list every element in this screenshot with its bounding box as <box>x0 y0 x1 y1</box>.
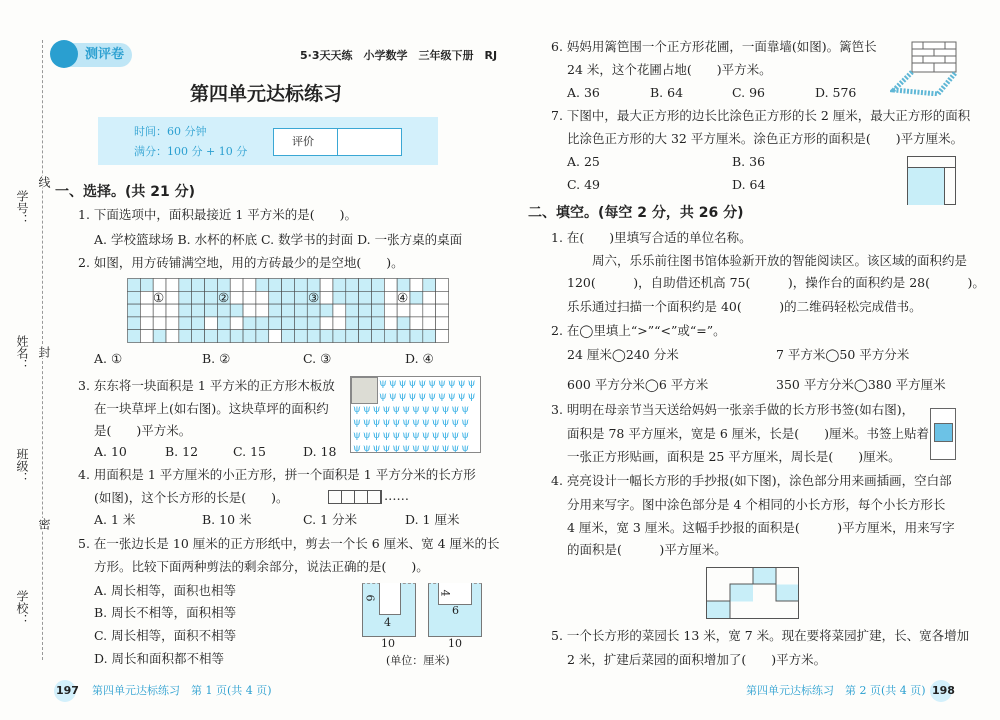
grid-cell <box>153 330 166 343</box>
grid-cell <box>423 317 436 330</box>
q7-option: D. 64 <box>732 177 766 192</box>
nested-squares-figure <box>907 156 956 205</box>
q5-option: A. 周长相等，面积也相等 <box>94 583 236 598</box>
grid-cell <box>436 317 449 330</box>
grid-cell <box>333 317 346 330</box>
badge-label: 测评卷 <box>85 47 125 62</box>
grid-cell <box>269 317 282 330</box>
grid-cell <box>153 304 166 317</box>
fence-wall-figure <box>890 40 958 96</box>
fig1-label: 4 <box>384 616 391 629</box>
grid-cell <box>128 317 141 330</box>
grid-cell <box>205 279 218 292</box>
grid-cell <box>294 291 307 304</box>
grid-cell <box>294 279 307 292</box>
school-label: 学校： <box>15 590 29 626</box>
time-info: 时间：60 分钟 <box>134 125 207 138</box>
grid-cell <box>230 317 243 330</box>
grid-cell <box>269 291 282 304</box>
grid-cell <box>371 317 384 330</box>
grid-cell <box>346 304 359 317</box>
grid-cell <box>256 279 269 292</box>
q2-text: 2. 如图，用方砖铺满空地，用的方砖最少的是空地( )。 <box>78 255 404 270</box>
grid-cell <box>140 291 153 304</box>
small-squares-figure <box>328 490 382 504</box>
q2-option: B. ② <box>202 351 231 366</box>
fig1-label: 6 <box>363 594 377 602</box>
score-info: 满分：100 分 + 10 分 <box>134 145 248 158</box>
q2-option: A. ① <box>94 351 123 366</box>
grid-cell <box>179 317 192 330</box>
q5-option: B. 周长不相等，面积相等 <box>94 605 237 620</box>
grid-cell <box>166 279 179 292</box>
page-number: 197 <box>56 684 79 697</box>
grid-cell <box>128 291 141 304</box>
grid-cell <box>192 317 205 330</box>
grid-cell <box>371 279 384 292</box>
cut-mark: 密 <box>37 518 51 530</box>
grid-cell <box>128 279 141 292</box>
q4-option: C. 1 分米 <box>303 512 357 527</box>
q3-line: 是( )平方米。 <box>94 423 192 438</box>
grid-cell <box>384 291 397 304</box>
section-choice: 一、选择。(共 21 分) <box>55 184 196 200</box>
fig2-label: 4 <box>438 589 452 597</box>
grid-cell <box>359 291 372 304</box>
grid-cell <box>243 279 256 292</box>
grid-cell <box>410 317 423 330</box>
eval-divider <box>337 128 338 156</box>
grid-cell <box>256 291 269 304</box>
grid-cell <box>346 291 359 304</box>
grid-cell <box>217 304 230 317</box>
grid-cell <box>307 330 320 343</box>
q4-option: A. 1 米 <box>94 512 136 527</box>
grid-cell <box>243 317 256 330</box>
page-title: 第四单元达标练习 <box>190 83 343 105</box>
grid-cell <box>423 291 436 304</box>
f1-line: 1. 在( )里填写合适的单位名称。 <box>551 230 752 245</box>
grid-cell <box>436 279 449 292</box>
q4-line: (如图)，这个长方形的长是( )。 <box>94 490 289 505</box>
grid-cell <box>192 330 205 343</box>
grid-cell <box>320 317 333 330</box>
f4-line: 4. 亮亮设计一幅长方形的手抄报(如下图)，涂色部分用来画插画，空白部 <box>551 473 952 488</box>
fig2-label: 6 <box>452 604 459 617</box>
grid-cell <box>397 304 410 317</box>
grid-cell <box>256 317 269 330</box>
grid-cell <box>217 317 230 330</box>
grid-cell <box>140 304 153 317</box>
grid-cell <box>205 317 218 330</box>
grid-cell <box>436 291 449 304</box>
f1-line: 120( )，自助借还机高 75( )，操作台的面积约是 28( )。 <box>567 275 985 290</box>
grid-cell <box>243 330 256 343</box>
grid-cell <box>192 291 205 304</box>
grid-cell <box>423 330 436 343</box>
q5-line: 5. 在一张边长是 10 厘米的正方形纸中，剪去一个长 6 厘米、宽 4 厘米的长 <box>78 536 500 551</box>
q4-dots: …… <box>384 488 409 503</box>
grid-cell <box>166 330 179 343</box>
q3-option: D. 18 <box>303 444 337 459</box>
unit-label: (单位：厘米) <box>386 654 450 667</box>
f4-line: 的面积是( )平方厘米。 <box>567 542 727 557</box>
q7-option: B. 36 <box>732 154 766 169</box>
grid-cell <box>410 291 423 304</box>
q6-option: B. 64 <box>650 85 684 100</box>
compare-item: 24 厘米◯240 分米 <box>567 347 679 362</box>
grid-cell <box>128 330 141 343</box>
grid-cell <box>192 304 205 317</box>
grid-cell <box>359 317 372 330</box>
q6-option: C. 96 <box>732 85 765 100</box>
grid-cell <box>294 304 307 317</box>
grid-cell <box>320 291 333 304</box>
f3-line: 3. 明明在母亲节当天送给妈妈一张亲手做的长方形书签(如右图)， <box>551 402 915 417</box>
grid-cell <box>346 317 359 330</box>
grid-cell <box>179 279 192 292</box>
student-id-label: 学号： <box>15 190 29 226</box>
q6-line: 24 米，这个花圃占地( )平方米。 <box>567 62 772 77</box>
grid-cell <box>397 317 410 330</box>
q1-options: A. 学校篮球场 B. 水杯的杯底 C. 数学书的封面 D. 一张方桌的桌面 <box>94 232 463 247</box>
grid-cell <box>230 330 243 343</box>
q5-option: D. 周长和面积都不相等 <box>94 651 225 666</box>
grid-cell <box>410 304 423 317</box>
poster-figure <box>706 567 800 620</box>
compare-item: 350 平方分米◯380 平方厘米 <box>776 377 946 392</box>
q5-line: 方形。比较下面两种剪法的剩余部分，说法正确的是( )。 <box>94 559 429 574</box>
q7-option: C. 49 <box>567 177 600 192</box>
grid-cell <box>140 317 153 330</box>
lawn-figure: ψψψψψψψψψψ ψψψψψψψψψψ ψψψψψψψψψψψψ ψψψψψψψψψψψψ ψψψψψψψψψψψψ ψψψψψψψψψψψψ <box>350 376 481 453</box>
section-fill: 二、填空。(每空 2 分，共 26 分) <box>528 205 744 221</box>
grid-cell <box>346 279 359 292</box>
q4-option: D. 1 厘米 <box>405 512 460 527</box>
q2-label: ② <box>218 290 230 305</box>
grid-cell <box>205 304 218 317</box>
q4-option: B. 10 米 <box>202 512 252 527</box>
grid-cell <box>205 330 218 343</box>
q2-option: D. ④ <box>405 351 434 366</box>
footer-text: 第四单元达标练习 第 2 页(共 4 页) <box>746 684 926 697</box>
grid-cell <box>282 291 295 304</box>
fig1-label: 10 <box>381 637 395 650</box>
grid-cell <box>179 330 192 343</box>
grid-cell <box>371 291 384 304</box>
grid-cell <box>205 291 218 304</box>
q3-option: A. 10 <box>94 444 127 459</box>
q4-line: 4. 用面积是 1 平方厘米的小正方形，拼一个面积是 1 平方分米的长方形 <box>78 467 476 482</box>
bookmark-figure <box>930 408 956 460</box>
grid-cell <box>192 279 205 292</box>
grid-cell <box>359 304 372 317</box>
grid-cell <box>410 279 423 292</box>
q3-option: C. 15 <box>233 444 266 459</box>
grid-cell <box>243 304 256 317</box>
f5-line: 5. 一个长方形的菜园长 13 米，宽 7 米。现在要将菜园扩建，长、宽各增加 <box>551 628 970 643</box>
grid-cell <box>384 330 397 343</box>
grid-cell <box>333 279 346 292</box>
cut-mark: 线 <box>37 176 51 188</box>
q3-line: 3. 东东将一块面积是 1 平方米的正方形木板放 <box>78 378 335 393</box>
grid-cell <box>282 279 295 292</box>
grid-cell <box>423 279 436 292</box>
grid-cell <box>436 304 449 317</box>
grid-cell <box>346 330 359 343</box>
q7-line: 7. 下图中，最大正方形的边长比涂色正方形的长 2 厘米，最大正方形的面积 <box>551 108 971 123</box>
grid-cell <box>166 291 179 304</box>
f2-text: 2. 在◯里填上“>”“<”或“=”。 <box>551 323 726 338</box>
q3-option: B. 12 <box>165 444 199 459</box>
grid-cell <box>384 304 397 317</box>
q7-line: 比涂色正方形的大 32 平方厘米。涂色正方形的面积是( )平方厘米。 <box>567 131 964 146</box>
grid-cell <box>230 304 243 317</box>
grid-cell <box>371 330 384 343</box>
q6-option: A. 36 <box>567 85 600 100</box>
name-label: 姓名： <box>15 335 29 371</box>
grid-cell <box>140 279 153 292</box>
grid-cell <box>217 330 230 343</box>
f3-line: 面积是 78 平方厘米，宽是 6 厘米，长是( )厘米。书签上贴着 <box>567 426 930 441</box>
grid-cell <box>282 330 295 343</box>
q2-option: C. ③ <box>303 351 332 366</box>
fig2-label: 10 <box>448 637 462 650</box>
q2-label: ④ <box>397 290 409 305</box>
class-label: 班级： <box>15 448 29 484</box>
grid-cell <box>269 304 282 317</box>
grid-cell <box>320 330 333 343</box>
grid-cell <box>179 291 192 304</box>
compare-item: 600 平方分米◯6 平方米 <box>567 377 709 392</box>
f4-line: 分用来写字。图中涂色部分是 4 个相同的小长方形，每个小长方形长 <box>567 497 946 512</box>
grid-cell <box>179 304 192 317</box>
grid-cell <box>333 330 346 343</box>
page-number: 198 <box>932 684 955 697</box>
grid-cell <box>410 330 423 343</box>
series-label: 5·3天天练 小学数学 三年级下册 RJ <box>300 49 498 62</box>
grid-cell <box>128 304 141 317</box>
avatar-icon <box>50 40 78 68</box>
q2-label: ③ <box>308 290 320 305</box>
footer-text: 第四单元达标练习 第 1 页(共 4 页) <box>92 684 272 697</box>
cut-mark: 封 <box>37 346 51 358</box>
f1-line: 乐乐通过扫描一个面积约是 40( )的二维码轻松完成借书。 <box>567 299 922 314</box>
grid-cell <box>269 330 282 343</box>
grid-cell <box>256 330 269 343</box>
grid-cell <box>269 279 282 292</box>
q7-option: A. 25 <box>567 154 600 169</box>
eval-label: 评价 <box>292 135 314 148</box>
grid-cell <box>436 330 449 343</box>
f1-line: 周六，乐乐前往图书馆体验新开放的智能阅读区。该区域的面积约是 <box>567 253 968 268</box>
grid-cell <box>166 304 179 317</box>
grid-cell <box>282 304 295 317</box>
tile-grid-figure <box>127 278 449 343</box>
grid-cell <box>397 330 410 343</box>
grid-cell <box>166 317 179 330</box>
grid-cell <box>384 279 397 292</box>
grid-cell <box>384 317 397 330</box>
grid-cell <box>256 304 269 317</box>
grid-cell <box>320 279 333 292</box>
grid-cell <box>359 279 372 292</box>
grid-cell <box>333 304 346 317</box>
q3-line: 在一块草坪上(如右图)。这块草坪的面积约 <box>94 401 329 416</box>
compare-item: 7 平方米◯50 平方分米 <box>776 347 910 362</box>
grid-cell <box>307 317 320 330</box>
f3-line: 一张正方形贴画，面积是 25 平方厘米，周长是( )厘米。 <box>567 449 901 464</box>
grid-cell <box>153 317 166 330</box>
q5-option: C. 周长相等，面积不相等 <box>94 628 237 643</box>
grid-cell <box>243 291 256 304</box>
grid-cell <box>371 304 384 317</box>
grid-cell <box>282 317 295 330</box>
q1-text: 1. 下面选项中，面积最接近 1 平方米的是( )。 <box>78 207 358 222</box>
grid-cell <box>320 304 333 317</box>
q2-label: ① <box>153 290 165 305</box>
grid-cell <box>294 330 307 343</box>
grid-cell <box>333 291 346 304</box>
grid-cell <box>359 330 372 343</box>
grid-cell <box>140 330 153 343</box>
grid-cell <box>307 304 320 317</box>
f5-line: 2 米，扩建后菜园的面积增加了( )平方米。 <box>567 652 827 667</box>
q6-option: D. 576 <box>815 85 857 100</box>
grid-cell <box>294 317 307 330</box>
f4-line: 4 厘米，宽 3 厘米。这幅手抄报的面积是( )平方厘米，用来写字 <box>567 520 955 535</box>
grid-cell <box>423 304 436 317</box>
q6-line: 6. 妈妈用篱笆围一个正方形花圃，一面靠墙(如图)。篱笆长 <box>551 39 877 54</box>
grid-cell <box>230 279 243 292</box>
grid-cell <box>230 291 243 304</box>
